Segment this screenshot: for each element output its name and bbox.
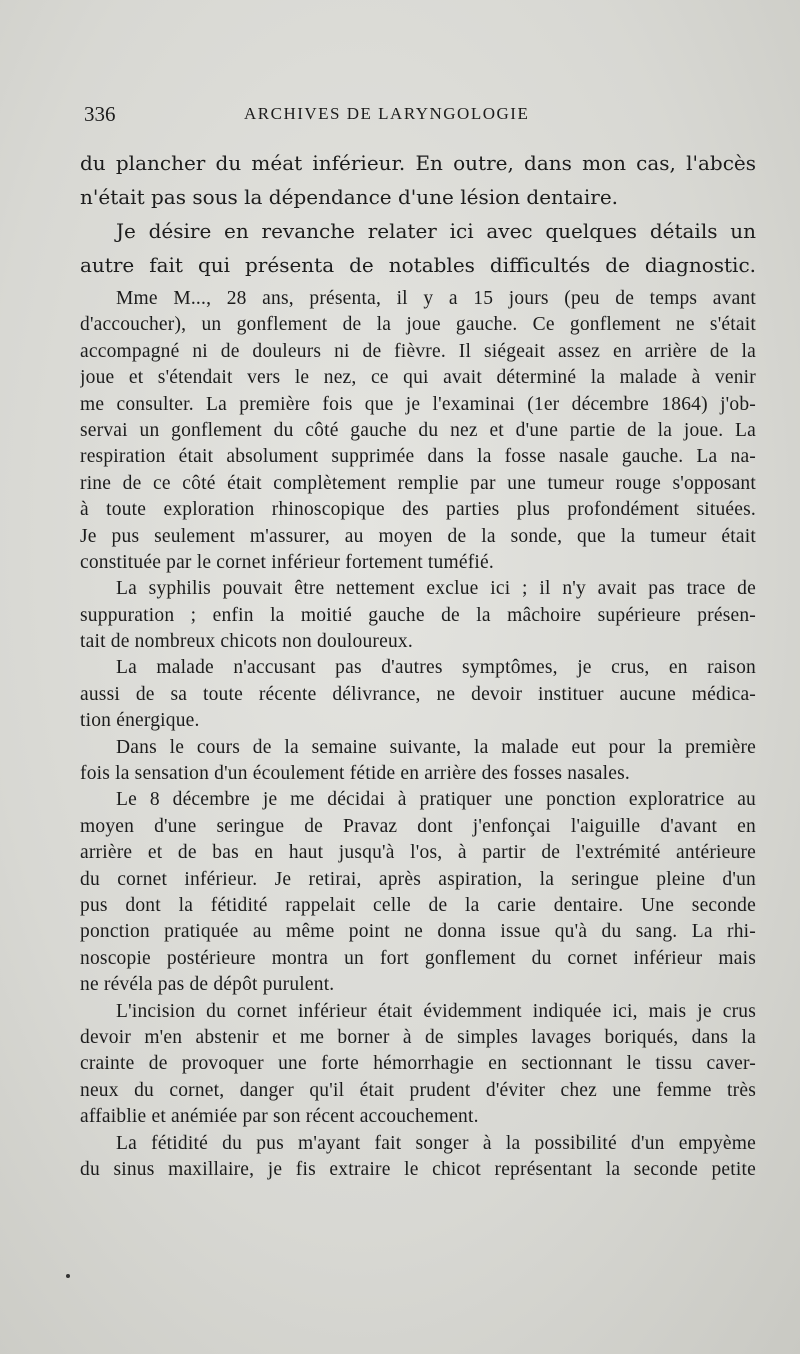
text-line: du cornet inférieur. Je retirai, après aspiration, la seringue pleine d'un [80, 868, 756, 890]
text-line: aussi de sa toute récente délivrance, ne devoir instituer aucune médica- [80, 683, 756, 705]
text-line: pus dont la fétidité rappelait celle de la carie dentaire. Une seconde [80, 894, 756, 916]
text-line: constituée par le cornet inférieur fortement tuméfié. [80, 551, 494, 573]
text-line: autre fait qui présenta de notables difficultés de diagnostic. [80, 253, 756, 277]
margin-ink-dot [66, 1274, 70, 1278]
text-line: d'accoucher), un gonflement de la joue gauche. Ce gonflement ne s'était [80, 314, 756, 336]
text-line: Je pus seulement m'assurer, au moyen de la sonde, que la tumeur était [80, 525, 756, 547]
text-line: tion énergique. [80, 710, 200, 732]
text-line: fois la sensation d'un écoulement fétide en arrière des fosses nasales. [80, 763, 630, 785]
text-line: ponction pratiquée au même point ne donna issue qu'à du sang. La rhi- [80, 921, 756, 943]
text-line: L'incision du cornet inférieur était évidemment indiquée ici, mais je crus [116, 1000, 756, 1022]
text-line: noscopie postérieure montra un fort gonflement du cornet inférieur mais [80, 947, 756, 969]
text-line: me consulter. La première fois que je l'examinai (1er décembre 1864) j'ob- [80, 393, 756, 415]
text-line: accompagné ni de douleurs ni de fièvre. Il siégeait assez en arrière de la [80, 340, 756, 362]
text-line: ne révéla pas de dépôt purulent. [80, 974, 335, 996]
text-line: moyen d'une seringue de Pravaz dont j'enfonçai l'aiguille d'avant en [80, 815, 756, 837]
text-line: La fétidité du pus m'ayant fait songer à la possibilité d'un empyème [116, 1132, 756, 1154]
text-line: neux du cornet, danger qu'il était prudent d'éviter chez une femme très [80, 1079, 756, 1101]
text-line: crainte de provoquer une forte hémorrhagie en sectionnant le tissu caver- [80, 1053, 756, 1075]
text-line: devoir m'en abstenir et me borner à de simples lavages boriqués, dans la [80, 1026, 756, 1048]
text-line: à toute exploration rhinoscopique des parties plus profondément situées. [80, 499, 756, 521]
body-text-case-report [80, 286, 756, 1183]
text-line: du sinus maxillaire, je fis extraire le chicot représentant la seconde petite [80, 1158, 756, 1180]
text-line: Mme M..., 28 ans, présenta, il y a 15 jours (peu de temps avant [116, 288, 756, 309]
text-line: Dans le cours de la semaine suivante, la malade eut pour la première [116, 736, 756, 758]
text-line: n'était pas sous la dépendance d'une lésion dentaire. [80, 185, 619, 209]
text-line: respiration était absolument supprimée dans la fosse nasale gauche. La na- [80, 446, 756, 468]
text-line: tait de nombreux chicots non douloureux. [80, 631, 413, 653]
text-line: joue et s'étendait vers le nez, ce qui avait déterminé la malade à venir [80, 367, 756, 389]
text-line: du plancher du méat inférieur. En outre, dans mon cas, l'abcès [80, 151, 756, 175]
text-line: Le 8 décembre je me décidai à pratiquer une ponction exploratrice au [116, 789, 756, 811]
page-number: 336 [84, 102, 116, 126]
text-line: suppuration ; enfin la moitié gauche de la mâchoire supérieure présen- [80, 604, 756, 626]
text-line: La malade n'accusant pas d'autres symptômes, je crus, en raison [116, 657, 756, 679]
running-head: ARCHIVES DE LARYNGOLOGIE [244, 104, 530, 123]
text-line: Je désire en revanche relater ici avec quelques détails un [116, 219, 756, 243]
text-line: affaiblie et anémiée par son récent accouchement. [80, 1106, 479, 1128]
text-line: rine de ce côté était complètement remplie par une tumeur rouge s'opposant [80, 472, 756, 494]
text-line: arrière et de bas en haut jusqu'à l'os, à partir de l'extrémité antérieure [80, 842, 756, 864]
body-text-large [80, 146, 756, 282]
text-line: La syphilis pouvait être nettement exclue ici ; il n'y avait pas trace de [116, 578, 756, 600]
text-line: servai un gonflement du côté gauche du nez et d'une partie de la joue. La [80, 419, 756, 441]
page-header [84, 102, 644, 130]
